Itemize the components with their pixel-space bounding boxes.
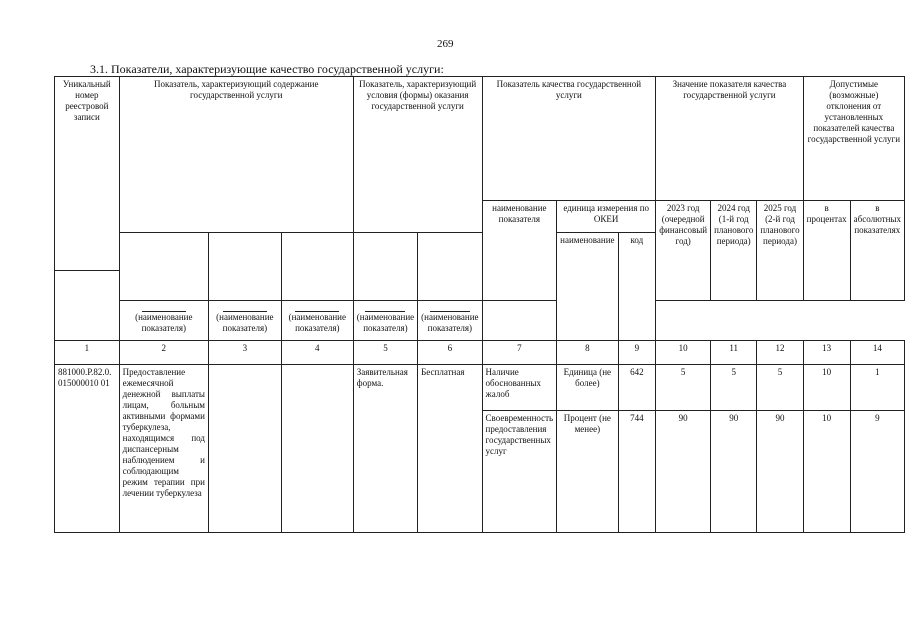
col-num-8: 8 bbox=[557, 341, 618, 365]
col-num-4: 4 bbox=[281, 341, 353, 365]
indicator-value-2023: 90 bbox=[656, 411, 711, 533]
indicator-name-label-4: (наименование показателя) bbox=[353, 301, 417, 341]
col-num-1: 1 bbox=[55, 341, 120, 365]
header-in-percent: в процентах bbox=[803, 201, 850, 301]
col-num-7: 7 bbox=[482, 341, 557, 365]
header-in-absolute: в абсолютных показателях bbox=[850, 201, 904, 301]
page-number: 269 bbox=[437, 38, 454, 50]
header-deviations: Допустимые (возможные) отклонения от установленных показателей качества государственной услуги bbox=[803, 77, 904, 201]
indicator-value-2025: 5 bbox=[757, 365, 803, 411]
blank-cell-3 bbox=[281, 233, 353, 301]
header-okei-name: наименование bbox=[557, 233, 618, 341]
indicator-value-2024: 90 bbox=[711, 411, 757, 533]
indicator-deviation-absolute: 1 bbox=[850, 365, 904, 411]
col-num-11: 11 bbox=[711, 341, 757, 365]
record-payment: Бесплатная bbox=[418, 365, 482, 533]
header-conditions-indicator: Показатель, характеризующий условия (формы) оказания государственной услуги bbox=[353, 77, 482, 233]
record-content-empty-1 bbox=[208, 365, 281, 533]
indicator-value-2025: 90 bbox=[757, 411, 803, 533]
header-quality-indicator: Показатель качества государственной услуги bbox=[482, 77, 656, 201]
col-num-10: 10 bbox=[656, 341, 711, 365]
col-num-9: 9 bbox=[618, 341, 656, 365]
indicator-name-label-3: (наименование показателя) bbox=[281, 301, 353, 341]
blank-cell-unique bbox=[55, 271, 120, 341]
header-year-2023: 2023 год (очередной финансовый год) bbox=[656, 201, 711, 301]
record-content: Предоставление ежемесячной денежной выплаты лицам, больным активными формами туберкулеза, находящимся под диспансерным наблюдением и соблюдающим режим терапии при лечении туберкулеза bbox=[119, 365, 208, 533]
record-form: Заявительная форма. bbox=[353, 365, 417, 533]
quality-indicators-table bbox=[54, 76, 905, 533]
indicator-name: Своевременность предоставления государственных услуг bbox=[482, 411, 557, 533]
header-okei-unit: единица измерения по ОКЕИ bbox=[557, 201, 656, 233]
indicator-name-label-5: (наименование показателя) bbox=[418, 301, 482, 341]
col-num-5: 5 bbox=[353, 341, 417, 365]
indicator-code: 642 bbox=[618, 365, 656, 411]
section-title: 3.1. Показатели, характеризующие качество государственной услуги: bbox=[90, 62, 444, 76]
indicator-value-2024: 5 bbox=[711, 365, 757, 411]
column-numbers-row bbox=[55, 341, 905, 365]
indicator-name: Наличие обоснованных жалоб bbox=[482, 365, 557, 411]
indicator-deviation-absolute: 9 bbox=[850, 411, 904, 533]
col-num-6: 6 bbox=[418, 341, 482, 365]
col-num-12: 12 bbox=[757, 341, 803, 365]
indicator-value-2023: 5 bbox=[656, 365, 711, 411]
blank-cell-1 bbox=[119, 233, 208, 301]
indicator-unit: Единица (не более) bbox=[557, 365, 618, 411]
col-num-13: 13 bbox=[803, 341, 850, 365]
blank-cell-5 bbox=[418, 233, 482, 301]
header-year-2024: 2024 год (1-й год планового периода) bbox=[711, 201, 757, 301]
indicator-unit: Процент (не менее) bbox=[557, 411, 618, 533]
indicator-deviation-percent: 10 bbox=[803, 411, 850, 533]
record-number: 881000.Р.82.0.015000010 01 bbox=[55, 365, 120, 533]
blank-cell-4 bbox=[353, 233, 417, 301]
header-year-2025: 2025 год (2-й год планового периода) bbox=[757, 201, 803, 301]
header-indicator-name: наименование показателя bbox=[482, 201, 557, 301]
col-num-14: 14 bbox=[850, 341, 904, 365]
header-unique-number: Уникальный номер реестровой записи bbox=[55, 77, 120, 271]
col-num-2: 2 bbox=[119, 341, 208, 365]
indicator-name-label-1: (наименование показателя) bbox=[119, 301, 208, 341]
record-content-empty-2 bbox=[281, 365, 353, 533]
indicator-code: 744 bbox=[618, 411, 656, 533]
col-num-3: 3 bbox=[208, 341, 281, 365]
indicator-name-label-2: (наименование показателя) bbox=[208, 301, 281, 341]
indicator-deviation-percent: 10 bbox=[803, 365, 850, 411]
header-content-indicator: Показатель, характеризующий содержание государственной услуги bbox=[119, 77, 353, 233]
header-quality-value: Значение показателя качества государственной услуги bbox=[656, 77, 803, 201]
header-okei-code: код bbox=[618, 233, 656, 341]
table-row bbox=[55, 365, 905, 411]
blank-cell-2 bbox=[208, 233, 281, 301]
